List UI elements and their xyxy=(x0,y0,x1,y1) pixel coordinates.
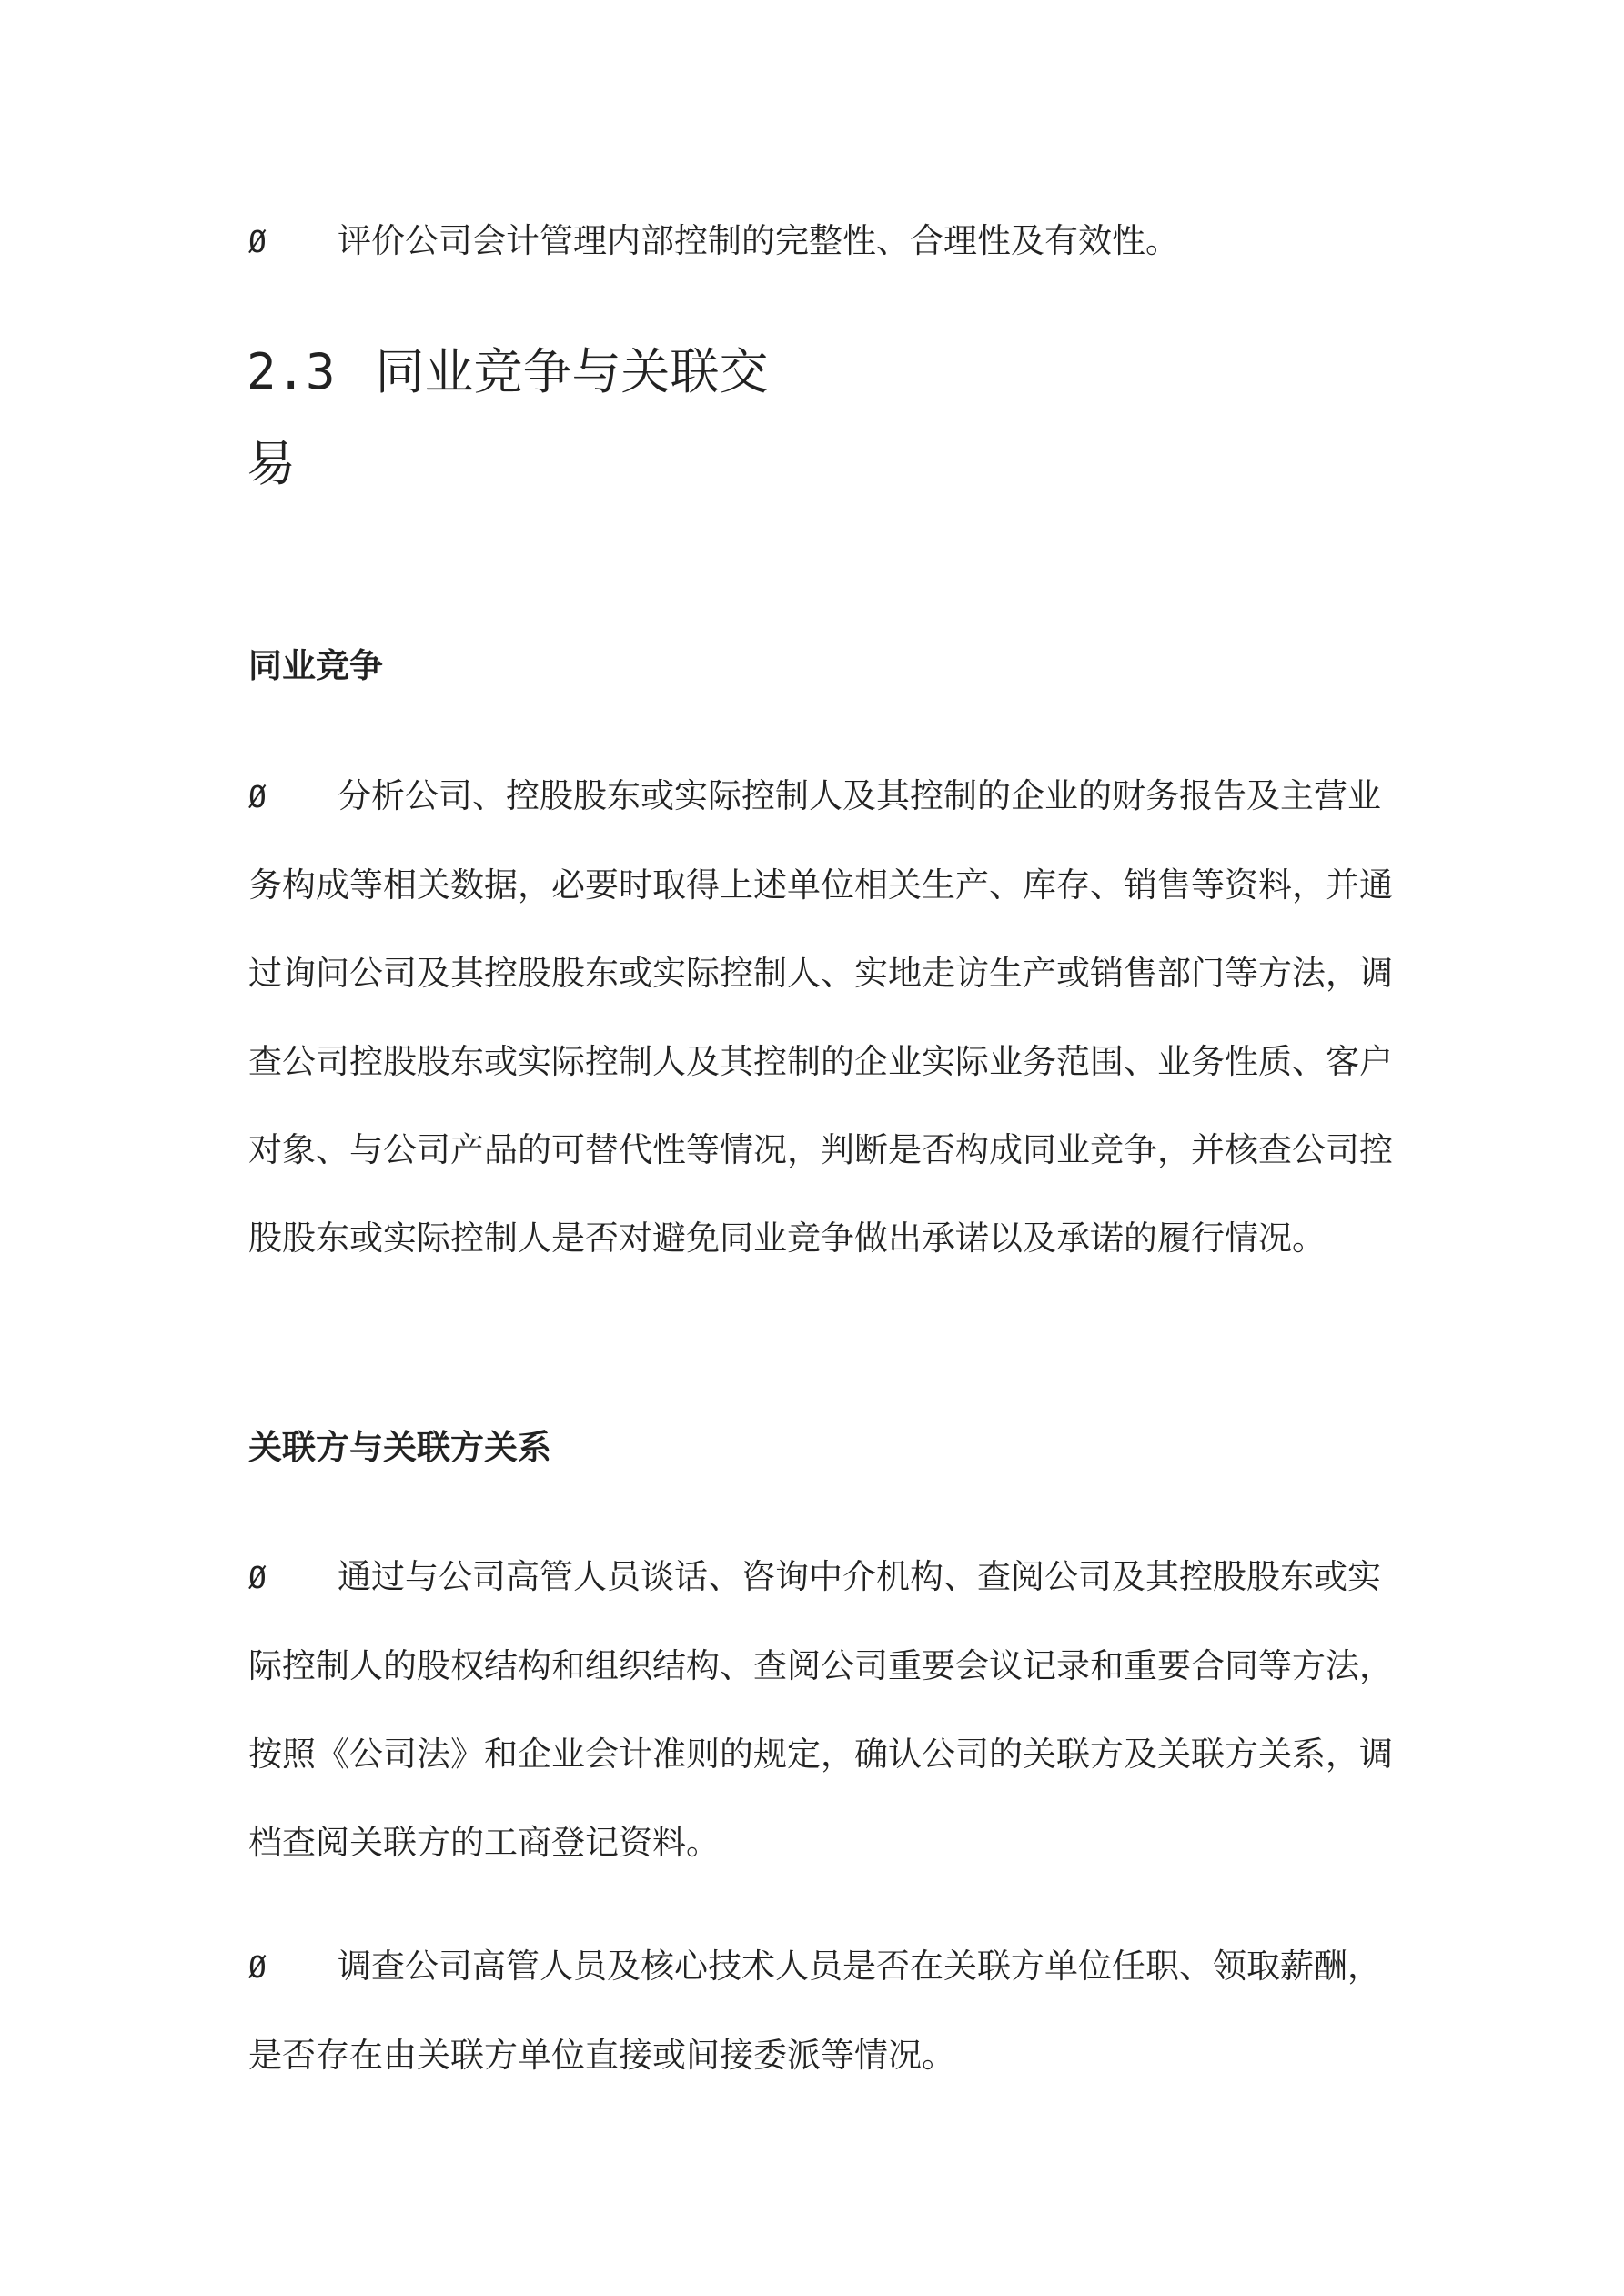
section-number: 2.3 xyxy=(247,343,336,400)
intro-bullet xyxy=(248,197,1395,286)
section-title xyxy=(247,326,811,510)
related-parties-bullet-2-text: 调查公司高管人员及核心技术人员是否在关联方单位任职、领取薪酬，是否存在由关联方单位直接或间接委派等情况。 xyxy=(248,1947,1381,2075)
related-parties-bullet-1 xyxy=(248,1532,1395,1886)
bullet-marker: Ø xyxy=(248,779,267,814)
intro-bullet-text: 评价公司会计管理内部控制的完整性、合理性及有效性。 xyxy=(338,221,1179,260)
related-parties-bullet-1-text: 通过与公司高管人员谈话、咨询中介机构、查阅公司及其控股股东或实际控制人的股权结构和组织结构、查阅公司重要会议记录和重要合同等方法，按照《公司法》和企业会计准则的规定，确认公司的关联方及关联方关系，调档查阅关联方的工商登记资料。 xyxy=(248,1557,1393,1862)
bullet-marker: Ø xyxy=(248,1949,267,1985)
related-parties-heading: 关联方与关联方关系 xyxy=(248,1428,551,1467)
competition-heading: 同业竞争 xyxy=(248,646,383,685)
section-title-text: 同业竞争与关联交易 xyxy=(247,343,769,492)
competition-bullet xyxy=(248,752,1395,1282)
related-parties-bullet-2 xyxy=(248,1922,1395,2099)
bullet-marker: Ø xyxy=(248,1560,267,1595)
bullet-marker: Ø xyxy=(248,224,267,259)
competition-bullet-text: 分析公司、控股股东或实际控制人及其控制的企业的财务报告及主营业务构成等相关数据，必要时取得上述单位相关生产、库存、销售等资料，并通过询问公司及其控股股东或实际控制人、实地走访生产或销售部门等方法，调查公司控股股东或实际控制人及其控制的企业实际业务范围、业务性质、客户对象、与公司产品的可替代性等情况，判断是否构成同业竞争，并核查公司控股股东或实际控制人是否对避免同业竞争做出承诺以及承诺的履行情况。 xyxy=(248,776,1393,1258)
